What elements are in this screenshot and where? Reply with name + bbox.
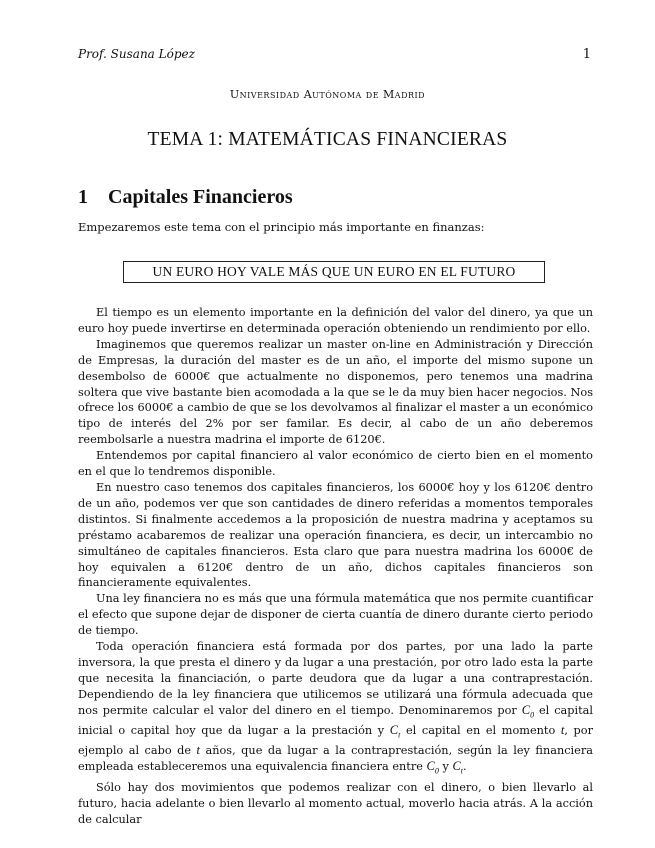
math-t: t <box>560 723 565 738</box>
text-run: años, que da lugar a la contraprestación, según la ley financiera empleada estableceremos una equivalencia financiera entre <box>78 744 593 774</box>
boxed-principle: UN EURO HOY VALE MÁS QUE UN EURO EN EL FUTURO <box>123 261 545 283</box>
paragraph: Una ley financiera no es más que una fórmula matemática que nos permite cuantificar el efecto que supone dejar de disponer de cierta cuantía de dinero durante cierto periodo de tiempo. <box>78 592 593 638</box>
paragraph: Imaginemos que queremos realizar un master on-line en Administración y Dirección de Empresas, la duración del master es de un año, el importe del mismo supone un desembolso de 6000€ que actualmente no disponemos, pero tenemos una madrina soltera que vive bastante bien acomodada a la que se le da muy bien hacer negocios. Nos ofrece los 6000€ a cambio de que se los devolvamos al finalizar el master a un económico tipo de interés del 2% por ser familar. Es decir, al cabo de un año deberemos reembolsarle a nuestra madrina el importe de 6120€. <box>78 337 593 447</box>
text-run: , por ejemplo al cabo de <box>78 724 593 758</box>
text-run: el capital inicial o capital hoy que da lugar a la prestación y <box>78 703 594 738</box>
body-text <box>78 305 593 828</box>
math-C0: $C_0$ <box>426 759 439 776</box>
paragraph-with-math <box>78 639 593 780</box>
paragraph: El tiempo es un elemento importante en la definición del valor del dinero, ya que un euro hoy puede invertirse en determinada operación obteniendo un rendimiento por ello. <box>78 306 593 335</box>
paragraph: Entendemos por capital financiero al valor económico de cierto bien en el momento en el que lo tendremos disponible. <box>78 449 593 479</box>
paragraph: Sólo hay dos movimientos que podemos realizar con el dinero, o bien llevarlo al futuro, hacia adelante o bien llevarlo al momento actual, moverlo hacia atrás. A la acción de calcular <box>78 780 593 826</box>
university-name: Universidad Autónoma de Madrid <box>229 88 426 101</box>
math-Ct: $C_t$ <box>452 759 464 776</box>
section-number: 1 <box>78 186 88 208</box>
math-t: t <box>196 743 201 758</box>
text-run: y <box>442 760 449 774</box>
text-run: el capital en el momento <box>405 724 556 738</box>
page-title: TEMA 1: MATEMÁTICAS FINANCIERAS <box>147 129 508 150</box>
paragraph: En nuestro caso tenemos dos capitales financieros, los 6000€ hoy y los 6120€ dentro de un año, podemos ver que son cantidades de dinero referidas a momentos temporales distintos. Si finalmente accedemos a la proposición de nuestra madrina y aceptamos su préstamo acabaremos de realizar una operación financiera, es decir, un intercambio no simultáneo de capitales financieros. Esta claro que para nuestra madrina los 6000€ de hoy equivalen a 6120€ dentro de un año, dichos capitales financieros son financieramente equivalentes. <box>78 480 593 590</box>
intro-sentence: Empezaremos este tema con el principio más importante en finanzas: <box>78 220 485 234</box>
running-header <box>78 47 591 65</box>
math-C0: $C_0$ <box>521 702 535 720</box>
author-name: Prof. Susana López <box>78 47 195 61</box>
math-Ct: $C_t$ <box>389 723 401 740</box>
section-title: Capitales Financieros <box>108 186 293 208</box>
text-run: . <box>463 760 467 774</box>
text-run: Toda operación financiera está formada por dos partes, por una lado la parte inversora, la que presta el dinero y da lugar a una prestación, por otro lado esta la parte que necesita la financiación, o parte deudora que da lugar a una contraprestación. Dependiendo de la ley financiera que utilicemos se utilizará una fórmula adecuada que nos permite calcular el valor del dinero en el tiempo. Denominaremos por <box>78 640 593 717</box>
page-number: 1 <box>582 47 591 62</box>
section-heading <box>78 186 293 209</box>
